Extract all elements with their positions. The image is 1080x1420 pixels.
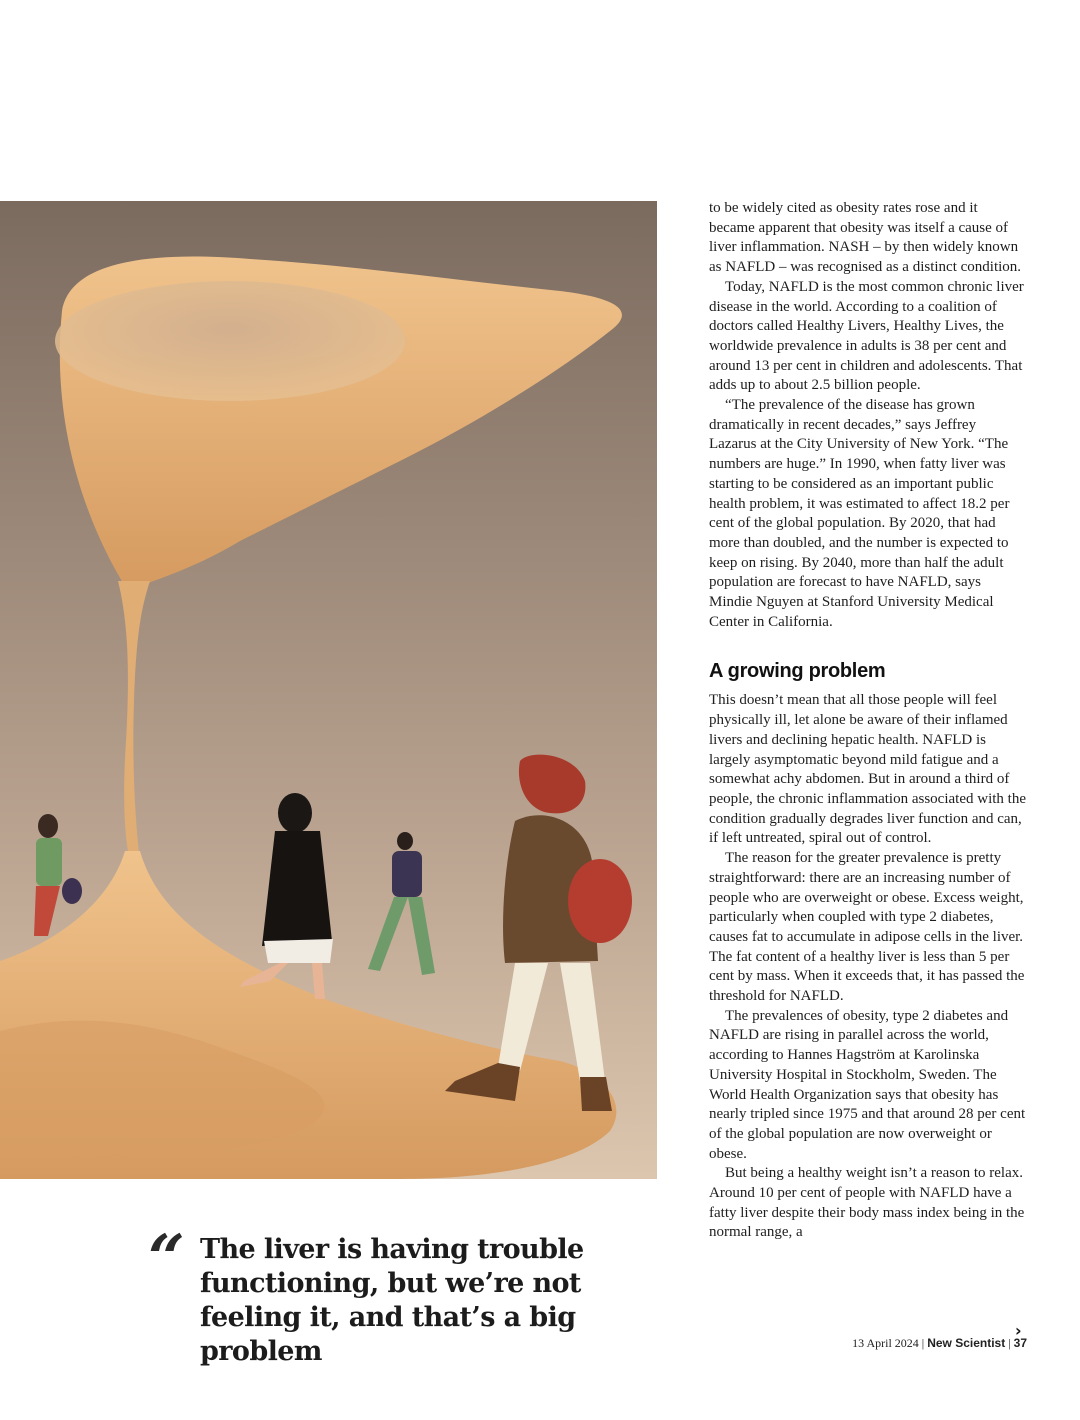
page-footer: 13 April 2024 | New Scientist | 37: [852, 1336, 1027, 1350]
paragraph: Today, NAFLD is the most common chronic liver disease in the world. According to a coalition of doctors called Healthy Livers, Healthy Lives, the worldwide prevalence in adults is 38 per cent and around 13 per cent in children and adolescents. That adds up to about 2.5 billion people.: [709, 278, 1024, 394]
liver-illustration: [0, 201, 657, 1179]
footer-date: 13 April 2024: [852, 1336, 919, 1350]
quote-mark-icon: “: [148, 1221, 185, 1296]
paragraph: to be widely cited as obesity rates rose and it became apparent that obesity was itself a cause of liver inflammation. NASH – by then widely known as NAFLD – was recognised as a distinct condition.: [709, 200, 1022, 276]
article-body: [709, 199, 1027, 1243]
paragraph: This doesn’t mean that all those people will feel physically ill, let alone be aware of their inflamed livers and declining hepatic health. NAFLD is largely asymptomatic beyond mild fatigue and a somewhat achy abdomen. But in around a third of people, the chronic inflammation associated with the condition gradually degrades liver function and can, if left untreated, spiral out of control.: [709, 692, 1026, 847]
paragraph: The reason for the greater prevalence is pretty straightforward: there are an increasing number of people who are overweight or obese. Excess weight, particularly when coupled with type 2 diabetes, causes fat to accumulate in adipose cells in the liver. The fat content of a healthy liver is less than 5 per cent by mass. When it exceeds that, it has passed the threshold for NAFLD.: [709, 850, 1025, 1005]
pull-quote: [148, 1221, 678, 1369]
paragraph: “The prevalence of the disease has grown dramatically in recent decades,” says Jeffrey Lazarus at the City University of New York. “The numbers are huge.” In 1990, when fatty liver was starting to be considered as an important public health problem, it was estimated to affect 18.2 per cent of the global population. By 2020, that had more than doubled, and the number is expected to keep on rising. By 2040, more than half the adult population are forecast to have NAFLD, says Mindie Nguyen at Stanford University Medical Center in California.: [709, 397, 1010, 630]
pull-quote-text: The liver is having trouble functioning, but we’re not feeling it, and that’s a big problem: [200, 1234, 584, 1367]
page-number: 37: [1013, 1336, 1027, 1350]
subheading: A growing problem: [709, 660, 886, 683]
paragraph: The prevalences of obesity, type 2 diabetes and NAFLD are rising in parallel across the world, according to Hannes Hagström at Karolinska University Hospital in Stockholm, Sweden. The World Health Organization says that obesity has nearly tripled since 1975 and that around 28 per cent of the global population are now overweight or obese.: [709, 1007, 1026, 1162]
footer-publication: New Scientist: [927, 1336, 1006, 1350]
paragraph: But being a healthy weight isn’t a reason to relax. Around 10 per cent of people with NAFLD have a fatty liver despite their body mass index being in the normal range, a: [709, 1165, 1025, 1241]
continue-arrow-icon: ›: [1015, 1321, 1022, 1340]
